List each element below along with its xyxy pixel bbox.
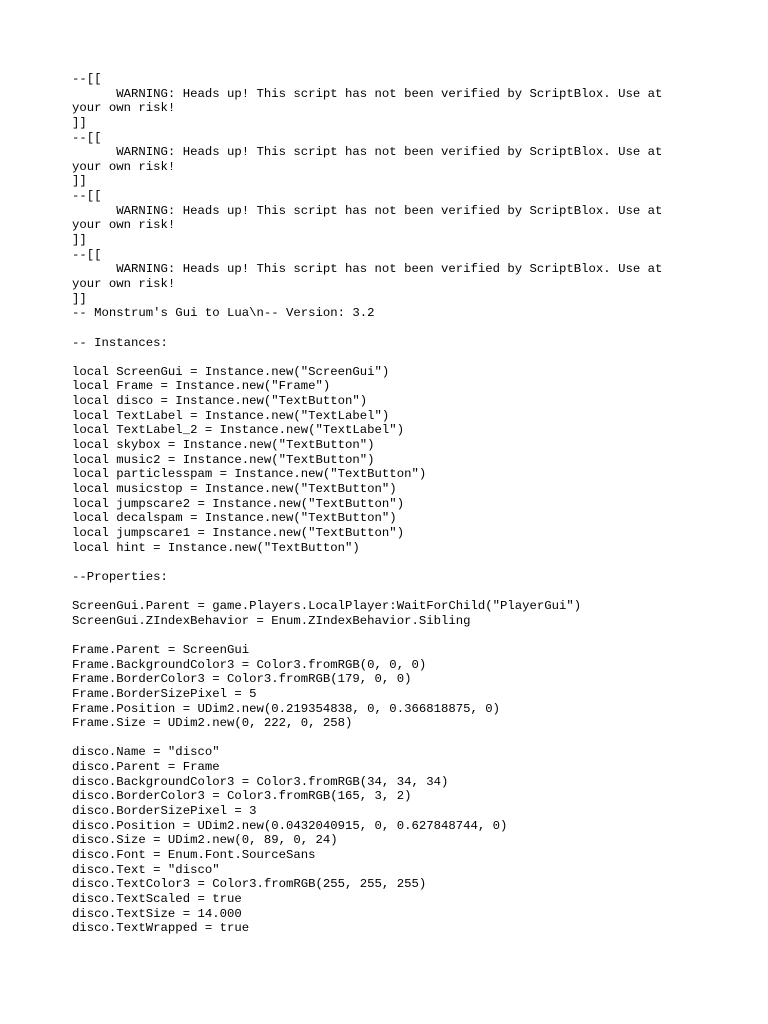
code-line: local jumpscare2 = Instance.new("TextButton") <box>72 496 405 511</box>
code-line: local disco = Instance.new("TextButton") <box>72 394 368 409</box>
code-line: disco.Text = "disco" <box>72 862 220 877</box>
code-line: WARNING: Heads up! This script has not been verified by ScriptBlox. Use at <box>72 86 663 101</box>
code-line: local musicstop = Instance.new("TextButton") <box>72 481 397 496</box>
code-line: --Properties: <box>72 569 168 584</box>
code-line: your own risk! <box>72 276 176 291</box>
code-line: local skybox = Instance.new("TextButton") <box>72 438 375 453</box>
code-line: Frame.Position = UDim2.new(0.219354838, 0, 0.366818875, 0) <box>72 701 501 716</box>
code-line: ]] <box>72 115 87 130</box>
code-line: disco.Size = UDim2.new(0, 89, 0, 24) <box>72 833 338 848</box>
code-line: Frame.BorderSizePixel = 5 <box>72 686 257 701</box>
code-line: disco.TextColor3 = Color3.fromRGB(255, 255, 255) <box>72 877 427 892</box>
code-line: disco.BackgroundColor3 = Color3.fromRGB(34, 34, 34) <box>72 774 449 789</box>
code-line: --[[ <box>72 189 102 204</box>
code-line: ScreenGui.ZIndexBehavior = Enum.ZIndexBehavior.Sibling <box>72 613 471 628</box>
blank-line <box>72 731 692 746</box>
code-line: Frame.Size = UDim2.new(0, 222, 0, 258) <box>72 716 353 731</box>
blank-line <box>72 584 692 599</box>
code-line: -- Monstrum's Gui to Lua\n-- Version: 3.2 <box>72 306 375 321</box>
code-line: local music2 = Instance.new("TextButton") <box>72 452 375 467</box>
code-line: ScreenGui.Parent = game.Players.LocalPlayer:WaitForChild("PlayerGui") <box>72 599 582 614</box>
code-line: your own risk! <box>72 218 176 233</box>
code-line: disco.TextSize = 14.000 <box>72 906 242 921</box>
code-line: local hint = Instance.new("TextButton") <box>72 540 360 555</box>
code-line: local particlesspam = Instance.new("TextButton") <box>72 467 427 482</box>
code-line: disco.BorderSizePixel = 3 <box>72 804 257 819</box>
code-line: --[[ <box>72 247 102 262</box>
blank-line <box>72 628 692 643</box>
code-line: local TextLabel_2 = Instance.new("TextLabel") <box>72 423 405 438</box>
code-line: Frame.Parent = ScreenGui <box>72 642 250 657</box>
code-line: your own risk! <box>72 101 176 116</box>
code-line: -- Instances: <box>72 335 168 350</box>
code-line: local Frame = Instance.new("Frame") <box>72 379 331 394</box>
code-line: WARNING: Heads up! This script has not been verified by ScriptBlox. Use at <box>72 262 663 277</box>
code-line: disco.Font = Enum.Font.SourceSans <box>72 847 316 862</box>
code-line: Frame.BorderColor3 = Color3.fromRGB(179, 0, 0) <box>72 672 412 687</box>
code-line: local ScreenGui = Instance.new("ScreenGui") <box>72 364 390 379</box>
code-line: local TextLabel = Instance.new("TextLabel") <box>72 408 390 423</box>
code-line: disco.TextWrapped = true <box>72 921 250 936</box>
code-line: your own risk! <box>72 159 176 174</box>
code-line: Frame.BackgroundColor3 = Color3.fromRGB(0, 0, 0) <box>72 657 427 672</box>
code-line: local decalspam = Instance.new("TextButton") <box>72 511 397 526</box>
code-line: disco.TextScaled = true <box>72 891 242 906</box>
code-line: disco.Position = UDim2.new(0.0432040915, 0, 0.627848744, 0) <box>72 818 508 833</box>
blank-line <box>72 321 692 336</box>
code-line: disco.Name = "disco" <box>72 745 220 760</box>
code-line: ]] <box>72 233 87 248</box>
document-page <box>72 72 692 936</box>
blank-line <box>72 555 692 570</box>
code-line: --[[ <box>72 130 102 145</box>
code-line: WARNING: Heads up! This script has not been verified by ScriptBlox. Use at <box>72 203 663 218</box>
code-line: ]] <box>72 174 87 189</box>
blank-line <box>72 350 692 365</box>
code-line: WARNING: Heads up! This script has not been verified by ScriptBlox. Use at <box>72 145 663 160</box>
code-line: disco.BorderColor3 = Color3.fromRGB(165, 3, 2) <box>72 789 412 804</box>
code-line: disco.Parent = Frame <box>72 760 220 775</box>
code-line: ]] <box>72 291 87 306</box>
code-line: local jumpscare1 = Instance.new("TextButton") <box>72 525 405 540</box>
code-line: --[[ <box>72 72 102 86</box>
